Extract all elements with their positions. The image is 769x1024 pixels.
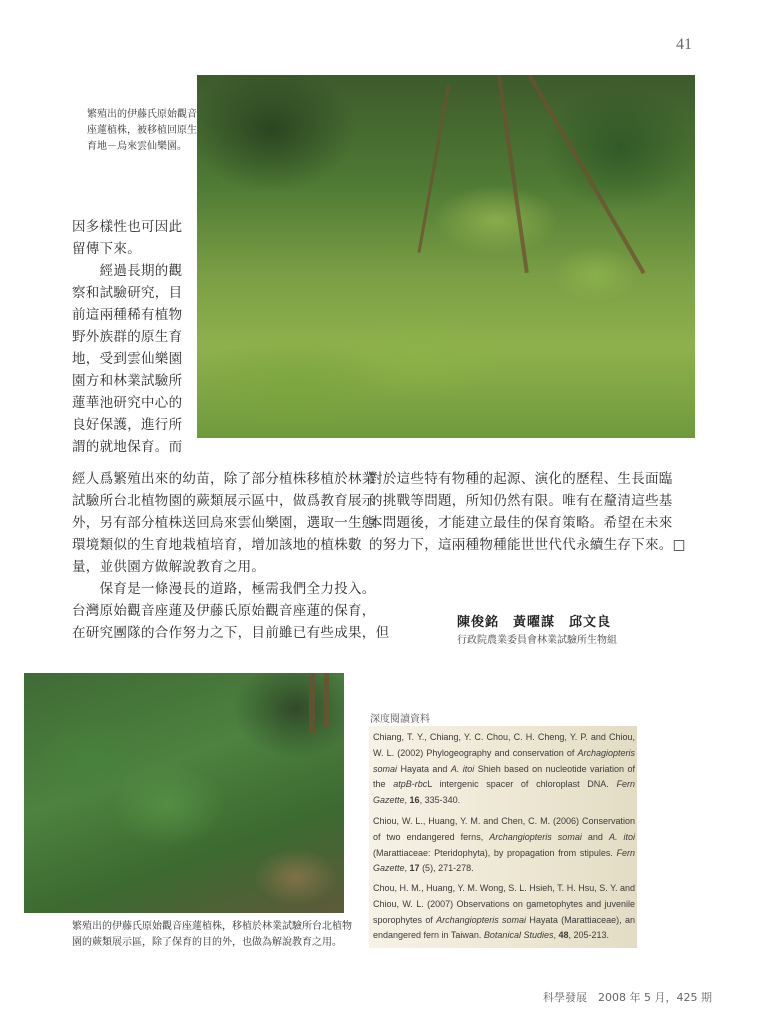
photo-caption-bottom: 繁殖出的伊藤氏原始觀音座蓮植株，移植於林業試驗所台北植物 園的蕨類展示區，除了保育的目的外，也做為解說教育之用。	[72, 921, 352, 948]
body-paragraph-right: 對於這些特有物種的起源、演化的歷程、生長面臨 的挑戰等問題，所知仍然有限。唯有在釐清這些基 本問題後，才能建立最佳的保育策略。希望在未來 的努力下，這兩種物種能世世代代永續生存下來。□	[369, 471, 686, 553]
footer: 科學發展 2008 年 5 月，425 期	[543, 991, 712, 1004]
further-reading-title: 深度閱讀資料	[370, 714, 430, 725]
photo-caption-top: 繁殖出的伊藤氏原始觀音 座蓮植株，被移植回原生 育地－烏來雲仙樂園。	[87, 109, 197, 152]
reference-item: Chiang, T. Y., Chiang, Y. C. Chou, C. H. Cheng, Y. P. and Chiou, W. L. (2002) Phylogeography and conservation of Archagiopteris somai Hayata and A. itoi Shieh based on nucleotide variation of the atpB-rbcL intergenic spacer of chloroplast DNA. Fern Gazette, 16, 335-340.	[373, 732, 635, 806]
reference-item: Chiou, W. L., Huang, Y. M. and Chen, C. M. (2006) Conservation of two endangered ferns, Archangiopteris somai and A. itoi (Marattiaceae: Pteridophyta), by propagation from stipules. Fern Gazette, 17 (5), 271-278.	[373, 816, 635, 874]
page-number: 41	[676, 36, 692, 53]
reference-item: Chou, H. M., Huang, Y. M. Wong, S. L. Hsieh, T. H. Hsu, S. Y. and Chiou, W. L. (2007) Observations on gametophytes and juvenile sporophytes of Archangiopteris somai Hayata (Marattiaceae), an endangered fern in Taiwan. Botanical Studies, 48, 205-213.	[373, 883, 635, 941]
authors: 陳俊銘 黃曜謀 邱文良	[457, 615, 612, 630]
botanical-garden-fern-photo	[24, 673, 344, 913]
body-paragraph-narrow: 因多樣性也可因此 留傳下來。 經過長期的觀 察和試驗研究，目 前這兩種稀有植物 野外族群的原生育 地，受到雲仙樂園 園方和林業試驗所 蓮華池研究中心的 良好保護，進行所 謂的就地保育。而	[72, 219, 183, 455]
further-reading-box	[369, 726, 637, 948]
body-paragraph-left: 經人爲繁殖出來的幼苗，除了部分植株移植於林業 試驗所台北植物園的蕨類展示區中，做爲教育展示 外，另有部分植株送回烏來雲仙樂園，選取一生態 環境類似的生育地栽植培育，增加該地的植株數 量，並供園方做解說教育之用。 保育是一條漫長的道路，極需我們全力投入。 台灣原始觀音座蓮及伊藤氏原始觀音座蓮的保育， 在研究團隊的合作努力之下，目前雖已有些成果，但	[72, 471, 390, 641]
affiliation: 行政院農業委員會林業試驗所生物組	[457, 635, 617, 646]
fern-habitat-photo	[197, 75, 695, 438]
